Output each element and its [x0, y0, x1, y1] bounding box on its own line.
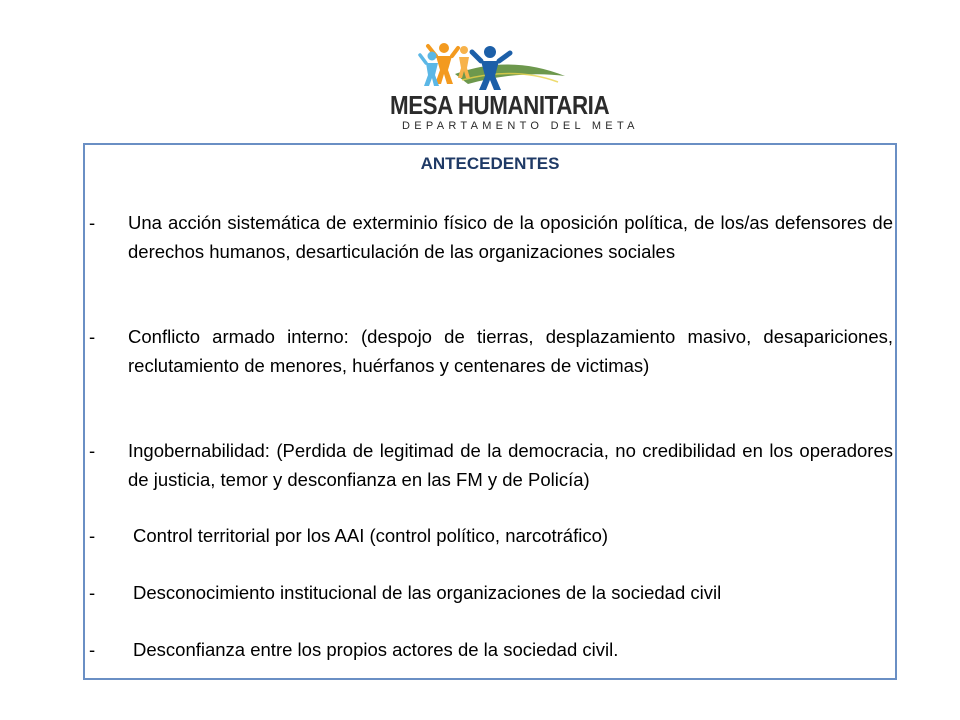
list-item [89, 437, 893, 494]
list-item [89, 323, 893, 380]
list-item-text: Control territorial por los AAI (control político, narcotráfico) [133, 525, 609, 546]
list-item-text: Desconocimiento institucional de las organizaciones de la sociedad civil [133, 582, 722, 603]
list-item [89, 209, 893, 266]
list-item-text: Desconfianza entre los propios actores de la sociedad civil. [133, 639, 619, 660]
logo-title: MESA HUMANITARIA [390, 90, 610, 120]
antecedentes-box [83, 143, 897, 680]
list-item [89, 636, 893, 665]
list-item [89, 579, 893, 608]
bullet-dash: - [89, 326, 96, 347]
bullet-dash: - [89, 440, 96, 461]
bullet-dash: - [89, 582, 96, 603]
bullet-dash: - [89, 639, 96, 660]
bullet-dash: - [89, 212, 96, 233]
list-item-text: Conflicto armado interno: (despojo de tierras, desplazamiento masivo, desapariciones, reclutamiento de menores, huérfanos y centenares de victimas) [128, 326, 893, 376]
mesa-humanitaria-logo [380, 36, 639, 136]
list-item-text: Una acción sistemática de exterminio físico de la oposición política, de los/as defensores de derechos humanos, desarticulación de las organizaciones sociales [128, 212, 893, 262]
logo-subtitle: DEPARTAMENTO DEL META [402, 120, 639, 132]
list-item-text: Ingobernabilidad: (Perdida de legitimad de la democracia, no credibilidad en los operadores de justicia, temor y desconfianza en las FM y de Policía) [128, 440, 893, 490]
list-item [89, 522, 893, 551]
bullet-dash: - [89, 525, 96, 546]
section-heading: ANTECEDENTES [420, 154, 560, 173]
